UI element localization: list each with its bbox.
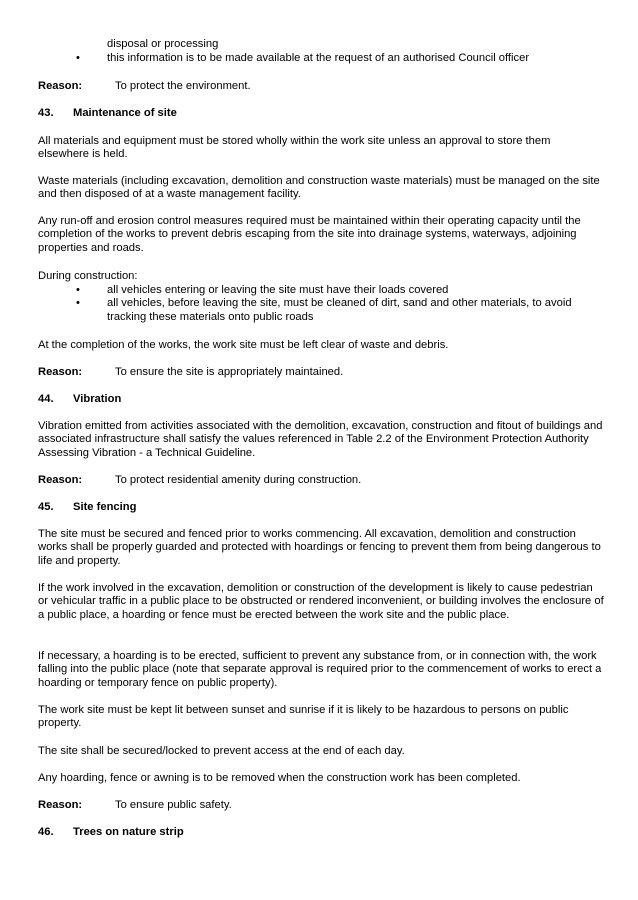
reason-text: To ensure the site is appropriately maintained. (115, 366, 344, 378)
section-heading (38, 826, 184, 839)
paragraph: The site shall be secured/locked to prevent access at the end of each day. (38, 745, 405, 757)
reason-text: To ensure public safety. (115, 799, 232, 811)
section-number: 44. (38, 393, 54, 405)
paragraph: Any hoarding, fence or awning is to be removed when the construction work has been completed. (38, 772, 521, 784)
reason-label: Reason: (38, 799, 83, 811)
section-title: Maintenance of site (73, 107, 177, 119)
section-heading (38, 393, 121, 406)
list-item: • this information is to be made available at the request of an authorised Council officer (76, 52, 530, 64)
bullet-icon: • (76, 284, 80, 296)
reason-label: Reason: (38, 366, 83, 378)
bullet-list (38, 284, 604, 324)
reason-line (38, 799, 232, 812)
list-item: • all vehicles, before leaving the site, must be cleaned of dirt, sand and other materials, to avoid tracking these materials onto public roads (76, 297, 572, 323)
reason-line (38, 366, 343, 379)
paragraph: Waste materials (including excavation, demolition and construction waste materials) must be managed on the site and then disposed of at a waste management facility. (38, 175, 600, 201)
section-number: 45. (38, 501, 54, 513)
paragraph: The work site must be kept lit between sunset and sunrise if it is likely to be hazardous to persons on public property. (38, 704, 569, 730)
section-heading (38, 107, 177, 120)
bullet-list (38, 52, 604, 65)
paragraph: If necessary, a hoarding is to be erected, sufficient to prevent any substance from, or in connection with, the work falling into the public place (note that separate approval is required prior to the commencement of works to erect a hoarding or temporary fence on public property). (38, 650, 602, 689)
section-number: 43. (38, 107, 54, 119)
paragraph: All materials and equipment must be stored wholly within the work site unless an approval to store them elsewhere is held. (38, 135, 551, 161)
section-heading (38, 501, 136, 514)
reason-line (38, 80, 251, 93)
reason-line (38, 474, 361, 487)
paragraph: If the work involved in the excavation, demolition or construction of the development is likely to cause pedestrian or vehicular traffic in a public place to be obstructed or rendered inconvenient, or building involves the enclosure of a public place, a hoarding or fence must be erected between the work site and the public place. (38, 582, 604, 621)
list-item: • all vehicles entering or leaving the site must have their loads covered (76, 284, 449, 296)
bullet-icon: • (76, 297, 80, 310)
section-number: 46. (38, 826, 54, 838)
paragraph: The site must be secured and fenced prior to works commencing. All excavation, demolition and construction works shall be properly guarded and protected with hoardings or fencing to prevent them from being dangerous to life and property. (38, 528, 601, 567)
bullet-icon: • (76, 52, 80, 64)
reason-text: To protect the environment. (115, 80, 251, 92)
paragraph: During construction: (38, 270, 138, 282)
paragraph: At the completion of the works, the work site must be left clear of waste and debris. (38, 339, 449, 351)
section-title: Vibration (73, 393, 122, 405)
paragraph: Vibration emitted from activities associated with the demolition, excavation, construction and fitout of buildings and associated infrastructure shall satisfy the values referenced in Table 2.2 of the Environment Protection Authority Assessing Vibration - a Technical Guideline. (38, 420, 603, 459)
paragraph: Any run-off and erosion control measures required must be maintained within their operating capacity until the completion of the works to prevent debris escaping from the site into drainage systems, waterways, adjoining properties and roads. (38, 215, 581, 254)
reason-label: Reason: (38, 80, 83, 92)
section-title: Site fencing (73, 501, 137, 513)
reason-text: To protect residential amenity during construction. (115, 474, 362, 486)
section-title: Trees on nature strip (73, 826, 184, 838)
continued-list-text: disposal or processing (107, 38, 219, 50)
reason-label: Reason: (38, 474, 83, 486)
